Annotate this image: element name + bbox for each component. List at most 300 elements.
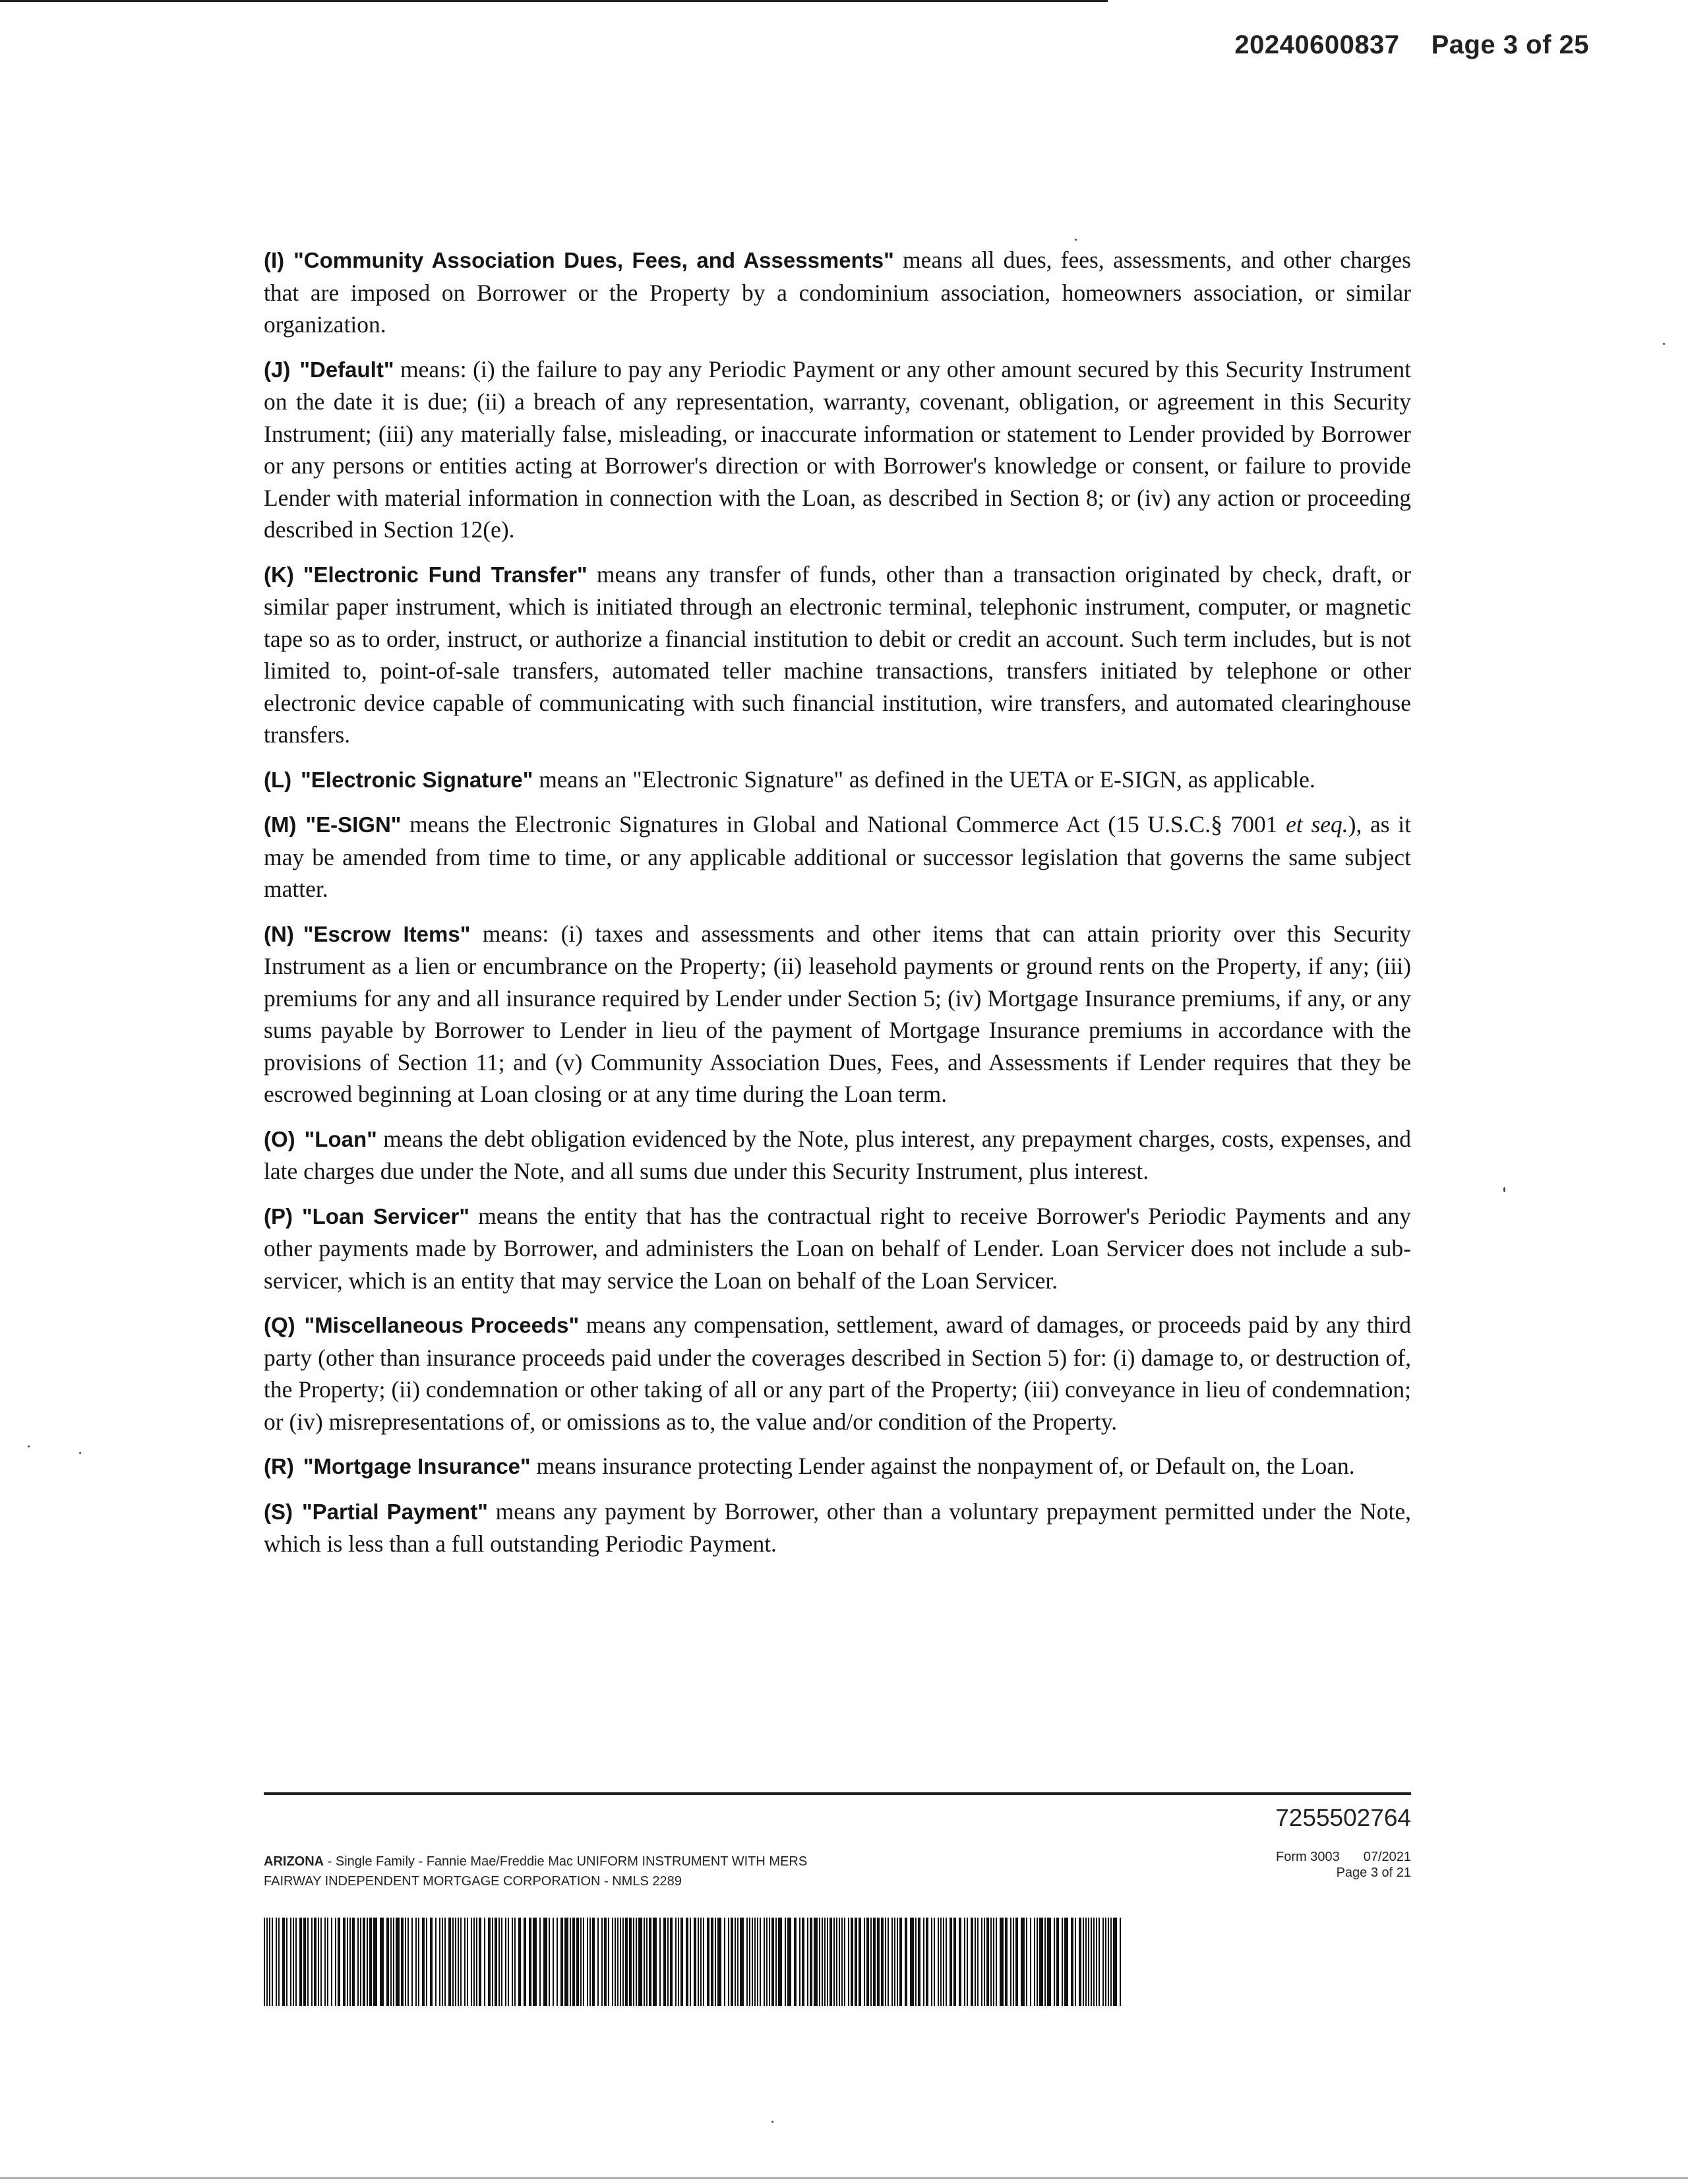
barcode-bar <box>282 1918 285 2006</box>
defined-term: "E-SIGN" <box>305 812 402 837</box>
barcode-bar <box>653 1918 657 2006</box>
barcode-bar <box>1102 1918 1104 2006</box>
barcode-bar <box>841 1918 843 2006</box>
barcode-bar <box>670 1918 673 2006</box>
defined-term: "Loan Servicer" <box>302 1203 469 1228</box>
definition-text-continued: ), as it may be amended from time to time, or any applicable additional or successor legislation that governs the same subject matter. <box>264 811 1412 902</box>
barcode-bar <box>851 1918 853 2006</box>
section-label: (O) <box>264 1126 295 1151</box>
barcode-bar <box>1044 1918 1046 2006</box>
barcode-bar <box>615 1918 616 2006</box>
barcode-bar <box>1075 1918 1076 2006</box>
barcode-bar <box>422 1918 425 2006</box>
barcode-bar <box>415 1918 417 2006</box>
barcode-bar <box>1091 1918 1092 2006</box>
barcode-bar <box>553 1918 554 2006</box>
barcode-bar <box>629 1918 632 2006</box>
barcode-bar <box>964 1918 965 2006</box>
barcode-bar <box>492 1918 493 2006</box>
barcode-bar <box>1093 1918 1095 2006</box>
barcode-bar <box>505 1918 506 2006</box>
barcode-bar <box>943 1918 944 2006</box>
barcode-bar <box>390 1918 392 2006</box>
barcode-bar <box>1026 1918 1027 2006</box>
barcode-bar <box>1056 1918 1059 2006</box>
barcode-bar <box>471 1918 472 2006</box>
barcode-bar <box>771 1918 774 2006</box>
form-page: Page 3 of 21 <box>1336 1866 1411 1880</box>
barcode-bar <box>891 1918 893 2006</box>
scan-speck <box>1503 1187 1505 1192</box>
barcode-bar <box>467 1918 468 2006</box>
barcode-bar <box>320 1918 322 2006</box>
barcode-bar <box>1096 1918 1097 2006</box>
barcode-bar <box>290 1918 291 2006</box>
barcode-bar <box>760 1918 761 2006</box>
document-header <box>1234 30 1589 60</box>
barcode-bar <box>617 1918 618 2006</box>
barcode-bar <box>990 1918 992 2006</box>
barcode-bar <box>984 1918 985 2006</box>
barcode-bar <box>444 1918 446 2006</box>
barcode-bar <box>686 1918 688 2006</box>
barcode-bar <box>934 1918 935 2006</box>
definition-r <box>264 1450 1411 1483</box>
barcode-bar <box>757 1918 758 2006</box>
definition-m <box>264 808 1411 905</box>
barcode-bar <box>435 1918 437 2006</box>
barcode-bar <box>1047 1918 1051 2006</box>
barcode-bar <box>564 1918 568 2006</box>
definition-text: means: (i) taxes and assessments and other items that can attain priority over this Security Instrument as a lien or encumbrance on the Property; (ii) leasehold payments or ground rents on the Property, if any; (iii) premiums for any and all insurance required by Lender under Section 5; (iv) Mortgage Insurance premiums, if any, or any sums payable by Borrower to Lender in lieu of the payment of Mortgage Insurance premiums in accordance with the provisions of Section 11; and (v) Community Association Dues, Fees, and Assessments if Lender requires that they be escrowed beginning at Loan closing or at any time during the Loan term. <box>264 920 1411 1107</box>
barcode-bar <box>946 1918 947 2006</box>
barcode-bar <box>369 1918 372 2006</box>
barcode-bar <box>866 1918 869 2006</box>
barcode-bar <box>592 1918 595 2006</box>
definition-l <box>264 764 1411 797</box>
barcode-bar <box>1013 1918 1014 2006</box>
barcode-bar <box>839 1918 840 2006</box>
barcode-bar <box>1071 1918 1073 2006</box>
barcode-bar <box>1085 1918 1087 2006</box>
barcode-bar <box>405 1918 406 2006</box>
barcode-bar <box>518 1918 521 2006</box>
barcode-bar <box>331 1918 332 2006</box>
barcode-bar <box>802 1918 804 2006</box>
barcode-bar <box>678 1918 679 2006</box>
definition-text: means any payment by Borrower, other than a voluntary prepayment permitted under the Note, which is less than a full outstanding Periodic Payment. <box>264 1498 1412 1557</box>
barcode-bar <box>560 1918 563 2006</box>
barcode-bar <box>583 1918 584 2006</box>
barcode-bar <box>386 1918 389 2006</box>
barcode-bar <box>597 1918 599 2006</box>
barcode-bar <box>707 1918 709 2006</box>
barcode-bar <box>430 1918 433 2006</box>
footer-form-info <box>1276 1849 1411 1881</box>
barcode-bar <box>393 1918 394 2006</box>
barcode-bar <box>1015 1918 1018 2006</box>
barcode-bar <box>266 1918 268 2006</box>
barcode-bar <box>557 1918 558 2006</box>
barcode-bar <box>959 1918 961 2006</box>
barcode-bar <box>646 1918 648 2006</box>
definition-n <box>264 918 1411 1110</box>
barcode-bar <box>967 1918 968 2006</box>
defined-term: "Miscellaneous Proceeds" <box>304 1313 580 1337</box>
barcode-bar <box>799 1918 800 2006</box>
section-label: (L) <box>264 767 292 792</box>
barcode-bar <box>625 1918 628 2006</box>
barcode-bar <box>570 1918 571 2006</box>
barcode-bar <box>464 1918 466 2006</box>
barcode-bar <box>754 1918 756 2006</box>
barcode-bar <box>993 1918 994 2006</box>
barcode-bar <box>864 1918 865 2006</box>
barcode-bar <box>1083 1918 1084 2006</box>
barcode-bar <box>1120 1918 1121 2006</box>
barcode-bar <box>1000 1918 1004 2006</box>
section-label: (P) <box>264 1203 293 1228</box>
scan-speck <box>1075 239 1077 241</box>
barcode-bar <box>278 1918 280 2006</box>
barcode-bar <box>1088 1918 1089 2006</box>
barcode-bar <box>836 1918 837 2006</box>
section-label: (R) <box>264 1454 294 1478</box>
barcode-bar <box>787 1918 791 2006</box>
instrument-line <box>264 1852 807 1871</box>
recording-number: 20240600837 <box>1234 30 1400 59</box>
barcode-bar <box>855 1918 857 2006</box>
barcode-bar <box>694 1918 696 2006</box>
barcode-bar <box>1037 1918 1038 2006</box>
barcode-bar <box>1054 1918 1055 2006</box>
barcode-bar <box>926 1918 928 2006</box>
barcode-bar <box>894 1918 895 2006</box>
barcode-bar <box>318 1918 319 2006</box>
barcode-bar <box>905 1918 907 2006</box>
barcode-bar <box>543 1918 547 2006</box>
barcode-bar <box>299 1918 302 2006</box>
barcode-bar <box>452 1918 454 2006</box>
barcode-bar <box>455 1918 456 2006</box>
barcode-bar <box>1030 1918 1031 2006</box>
definition-text: means insurance protecting Lender against the nonpayment of, or Default on, the Loan. <box>530 1453 1355 1479</box>
barcode-bar <box>996 1918 997 2006</box>
barcode-bar <box>829 1918 832 2006</box>
barcode-image <box>264 1918 1125 2006</box>
barcode-bar <box>873 1918 876 2006</box>
barcode-bar <box>700 1918 702 2006</box>
definition-s <box>264 1496 1411 1560</box>
barcode-bar <box>620 1918 621 2006</box>
barcode-bar <box>819 1918 820 2006</box>
form-number: Form 3003 <box>1275 1850 1340 1864</box>
barcode-bar <box>1005 1918 1008 2006</box>
barcode-bar <box>533 1918 537 2006</box>
barcode-bar <box>690 1918 691 2006</box>
italic-citation: et seq. <box>1286 811 1348 837</box>
scan-speck <box>79 1452 81 1454</box>
barcode-bar <box>349 1918 351 2006</box>
section-label: (N) <box>264 921 294 946</box>
barcode-bar <box>473 1918 475 2006</box>
barcode-bar <box>1105 1918 1106 2006</box>
barcode-bar <box>512 1918 513 2006</box>
barcode-bar <box>735 1918 736 2006</box>
barcode-bar <box>950 1918 952 2006</box>
section-label: (K) <box>264 562 294 587</box>
barcode-bar <box>778 1918 782 2006</box>
barcode-bar <box>667 1918 669 2006</box>
barcode-bar <box>293 1918 294 2006</box>
barcode-bar <box>1062 1918 1063 2006</box>
barcode-bar <box>363 1918 365 2006</box>
barcode-bar <box>622 1918 624 2006</box>
barcode-bar <box>396 1918 400 2006</box>
barcode-bar <box>286 1918 287 2006</box>
barcode-bar <box>746 1918 748 2006</box>
barcode-bar <box>740 1918 744 2006</box>
defined-term: "Electronic Fund Transfer" <box>303 562 588 587</box>
barcode-bar <box>1110 1918 1112 2006</box>
footer-form-description <box>264 1852 807 1891</box>
barcode-bar <box>1099 1918 1100 2006</box>
barcode-bar <box>638 1918 642 2006</box>
definition-j <box>264 353 1411 546</box>
barcode-bar <box>775 1918 777 2006</box>
barcode-bar <box>338 1918 340 2006</box>
barcode-bar <box>728 1918 729 2006</box>
barcode-bar <box>848 1918 849 2006</box>
barcode-bar <box>824 1918 826 2006</box>
barcode-bar <box>476 1918 477 2006</box>
barcode-bar <box>448 1918 451 2006</box>
barcode-bar <box>307 1918 309 2006</box>
barcode-bar <box>501 1918 502 2006</box>
defined-term: "Escrow Items" <box>303 921 471 946</box>
defined-term: "Default" <box>299 357 394 382</box>
barcode-bar <box>367 1918 368 2006</box>
loan-number: 7255502764 <box>1275 1804 1411 1831</box>
footer-divider <box>264 1792 1411 1795</box>
barcode-bar <box>769 1918 770 2006</box>
definitions-body <box>264 244 1411 1573</box>
barcode-bar <box>888 1918 889 2006</box>
barcode-bar <box>633 1918 634 2006</box>
barcode-bar <box>833 1918 835 2006</box>
barcode-bar <box>373 1918 377 2006</box>
barcode-bar <box>484 1918 485 2006</box>
barcode-bar <box>460 1918 462 2006</box>
barcode-bar <box>675 1918 677 2006</box>
barcode-bar <box>764 1918 765 2006</box>
definition-text: means the Electronic Signatures in Global and National Commerce Act (15 U.S.C.§ 7001 <box>401 811 1286 837</box>
definition-text: means: (i) the failure to pay any Periodic Payment or any other amount secured by this Security Instrument on the date it is due; (ii) a breach of any representation, warranty, covenant, obligation, or agreement in this Security Instrument; (iii) any materially false, misleading, or inaccurate information or statement to Lender provided by Borrower or any persons or entities acting at Borrower's direction or with Borrower's knowledge or consent, or failure to provide Lender with material information in connection with the Loan, as described in Section 8; or (iv) any action or proceeding described in Section 12(e). <box>264 355 1411 543</box>
barcode-bar <box>938 1918 939 2006</box>
barcode-bar <box>877 1918 880 2006</box>
barcode-bar <box>314 1918 316 2006</box>
barcode-bar <box>636 1918 637 2006</box>
barcode-bar <box>303 1918 306 2006</box>
barcode-bar <box>827 1918 828 2006</box>
barcode-bar <box>644 1918 645 2006</box>
defined-term: "Partial Payment" <box>302 1499 488 1524</box>
barcode-bar <box>1108 1918 1109 2006</box>
barcode-bar <box>659 1918 661 2006</box>
barcode-bar <box>343 1918 346 2006</box>
barcode-bar <box>604 1918 607 2006</box>
barcode-bar <box>717 1918 721 2006</box>
barcode-bar <box>498 1918 500 2006</box>
barcode-bar <box>794 1918 797 2006</box>
barcode-bar <box>576 1918 579 2006</box>
barcode-bar <box>352 1918 355 2006</box>
barcode-bar <box>785 1918 786 2006</box>
barcode-bar <box>724 1918 725 2006</box>
barcode-bar <box>1113 1918 1117 2006</box>
barcode-bar <box>479 1918 481 2006</box>
barcode-bar <box>1021 1918 1025 2006</box>
barcode-bar <box>524 1918 526 2006</box>
barcode-bar <box>442 1918 443 2006</box>
scan-speck <box>771 2121 773 2123</box>
barcode-bar <box>407 1918 409 2006</box>
barcode-bar <box>859 1918 861 2006</box>
barcode-bar <box>572 1918 575 2006</box>
barcode-bar <box>295 1918 297 2006</box>
definition-text: means the debt obligation evidenced by the Note, plus interest, any prepayment charges, costs, expenses, and late charges due under the Note, and all sums due under this Security Instrument, plus interest. <box>264 1125 1411 1184</box>
barcode-bar <box>680 1918 683 2006</box>
barcode-bar <box>881 1918 884 2006</box>
section-label: (M) <box>264 812 297 837</box>
barcode-bar <box>514 1918 516 2006</box>
section-label: (Q) <box>264 1313 295 1337</box>
barcode-bar <box>401 1918 404 2006</box>
barcode-bar <box>426 1918 427 2006</box>
definition-text: means any transfer of funds, other than a transaction originated by check, draft, or similar paper instrument, which is initiated through an electronic terminal, telephonic instrument, computer, or magnetic tape so as to order, instruct, or authorize a financial institution to debit or credit an account. Such term includes, but is not limited to, point-of-sale transfers, automated teller machine transactions, transfers initiated by telephone or other electronic device capable of communicating with such financial institution, wire transfers, and automated clearinghouse transfers. <box>264 561 1412 748</box>
barcode-bar <box>923 1918 924 2006</box>
barcode-bar <box>971 1918 973 2006</box>
definition-i <box>264 244 1411 341</box>
barcode-bar <box>264 1918 265 2006</box>
definition-o <box>264 1123 1411 1188</box>
barcode-bar <box>931 1918 932 2006</box>
barcode-bar <box>986 1918 989 2006</box>
barcode-bar <box>899 1918 902 2006</box>
section-label: (S) <box>264 1499 293 1524</box>
definition-text: means an "Electronic Signature" as defined in the UETA or E-SIGN, as applicable. <box>533 766 1315 793</box>
barcode-bar <box>276 1918 277 2006</box>
barcode-bar <box>587 1918 588 2006</box>
barcode-bar <box>508 1918 509 2006</box>
barcode-bar <box>915 1918 917 2006</box>
barcode-bar <box>1039 1918 1043 2006</box>
scan-speck <box>28 1445 30 1447</box>
definition-q <box>264 1309 1411 1438</box>
barcode-bar <box>580 1918 582 2006</box>
barcode-bar <box>703 1918 704 2006</box>
barcode-bar <box>1064 1918 1068 2006</box>
form-id-line <box>1276 1849 1411 1865</box>
barcode-bar <box>810 1918 812 2006</box>
barcode-bar <box>870 1918 872 2006</box>
barcode-bar <box>766 1918 768 2006</box>
barcode-bar <box>488 1918 491 2006</box>
barcode-bar <box>897 1918 898 2006</box>
barcode-bar <box>272 1918 273 2006</box>
barcode-bar <box>822 1918 823 2006</box>
barcode-bar <box>357 1918 359 2006</box>
barcode-bar <box>731 1918 733 2006</box>
scan-speck <box>1663 343 1665 345</box>
definition-text: means the entity that has the contractual right to receive Borrower's Periodic Payments and any other payments made by Borrower, and administers the Loan on behalf of Lender. Loan Servicer does not include a sub-servicer, which is an entity that may service the Loan on behalf of the Loan Servicer. <box>264 1202 1412 1294</box>
definition-k <box>264 559 1411 751</box>
barcode-bar <box>324 1918 326 2006</box>
barcode-bar <box>918 1918 920 2006</box>
barcode-bar <box>1010 1918 1011 2006</box>
barcode-bar <box>549 1918 550 2006</box>
barcode-bar <box>269 1918 270 2006</box>
barcode-bar <box>411 1918 413 2006</box>
section-label: (J) <box>264 357 291 382</box>
barcode-bar <box>439 1918 440 2006</box>
barcode-bar <box>977 1918 979 2006</box>
barcode-bar <box>649 1918 651 2006</box>
defined-term: "Mortgage Insurance" <box>303 1454 531 1478</box>
barcode-bar <box>975 1918 976 2006</box>
barcode-bar <box>539 1918 541 2006</box>
barcode-bar <box>495 1918 497 2006</box>
barcode-bar <box>711 1918 713 2006</box>
barcode-bar <box>698 1918 699 2006</box>
barcode-bar <box>335 1918 336 2006</box>
defined-term: "Loan" <box>304 1126 377 1151</box>
top-border-line <box>0 0 1108 2</box>
definition-p <box>264 1200 1411 1297</box>
definition-text: means all dues, fees, assessments, and other charges that are imposed on Borrower or the Property by a condominium association, homeowners association, or similar organization. <box>264 247 1411 338</box>
barcode-bar <box>910 1918 914 2006</box>
barcode-bar <box>418 1918 419 2006</box>
barcode-bar <box>529 1918 531 2006</box>
barcode-bar <box>612 1918 613 2006</box>
barcode-bar <box>1034 1918 1035 2006</box>
section-label: (I) <box>264 248 285 272</box>
barcode-bar <box>601 1918 603 2006</box>
definition-text: means any compensation, settlement, award of damages, or proceeds paid by any third party (other than insurance proceeds paid under the coverages described in Section 5) for: (i) damage to, or destruction of, the Property; (ii) condemnation or other taking of all or any part of the Property; (iii) conveyance in lieu of condemnation; or (iv) misrepresentations of, or omissions as to, the value and/or condition of the Property. <box>264 1312 1411 1435</box>
barcode-bar <box>608 1918 609 2006</box>
barcode-bar <box>940 1918 942 2006</box>
form-date: 07/2021 <box>1363 1850 1411 1864</box>
bottom-scan-line <box>0 2177 1688 2179</box>
barcode-bar <box>844 1918 845 2006</box>
barcode-bar <box>715 1918 716 2006</box>
defined-term: "Electronic Signature" <box>301 767 533 792</box>
barcode-bar <box>737 1918 738 2006</box>
barcode-bar <box>752 1918 753 2006</box>
barcode-bar <box>807 1918 808 2006</box>
barcode-bar <box>458 1918 459 2006</box>
barcode-bar <box>663 1918 666 2006</box>
barcode-bar <box>814 1918 818 2006</box>
barcode-bar <box>311 1918 313 2006</box>
defined-term: "Community Association Dues, Fees, and Assessments" <box>293 248 894 272</box>
barcode-bar <box>360 1918 361 2006</box>
barcode-bar <box>327 1918 328 2006</box>
page-indicator: Page 3 of 25 <box>1431 30 1589 59</box>
barcode-bar <box>589 1918 591 2006</box>
barcode-bar <box>347 1918 348 2006</box>
barcode-bar <box>749 1918 750 2006</box>
